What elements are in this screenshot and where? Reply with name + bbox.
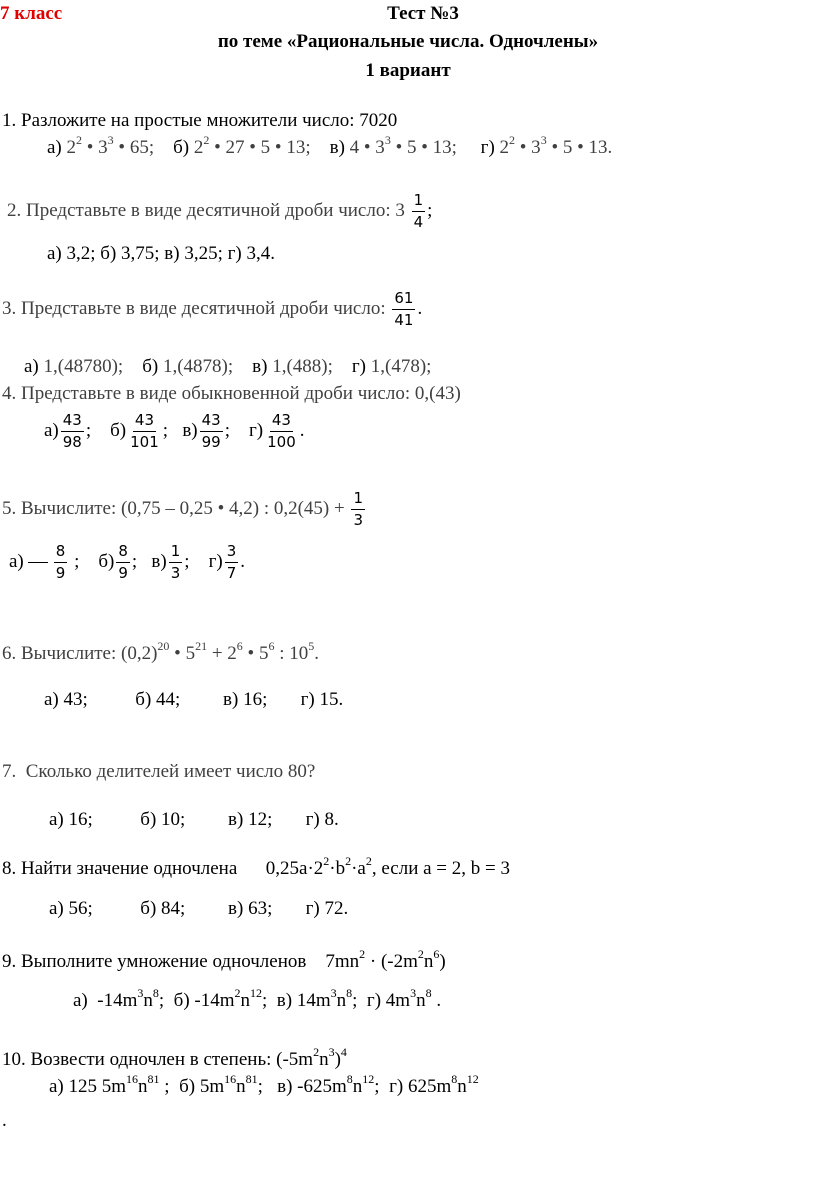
- q1-b-label: б): [173, 137, 194, 158]
- q1-g-label: г): [480, 137, 500, 158]
- minus-sign: [28, 562, 48, 563]
- q4-question: 4. Представьте в виде обыкновенной дроби число: 0,(43): [2, 383, 461, 404]
- q9-answers: а) $-14m^3n^8$; б) $-14m^2n^{12}$; в) $14m^3n^8$; г) $4m^3n^8$ .: [73, 985, 442, 1011]
- grade-label: 7 класс: [0, 3, 63, 24]
- footer-dot: .: [2, 1110, 7, 1131]
- q5-answers: а) $\frac{8}{9}$ ; б) $\frac{8}{9}$ ; в) $\frac{1}{3}$ ; г) $\frac{3}{7}$ .: [9, 542, 245, 583]
- q7-answers: а) 16; б) 10; в) 12; г) 8.: [49, 809, 339, 830]
- q2-answers: а) 3,2; б) 3,75; в) 3,25; г) 3,4.: [47, 243, 276, 264]
- q6-question: 6. Вычислите: $(0,2)^{20}$ • $5^{21} + 2^6$ • $5^6$ : $10^5$.: [2, 638, 319, 664]
- q4-answers: а) $\frac{43}{98}$ ; б) $\frac{43}{101}$ ; в) $\frac{43}{99}$ ; г) $\frac{43}{100}$ .: [44, 411, 305, 452]
- q8-answers: а) 56; б) 84; в) 63; г) 72.: [49, 898, 349, 919]
- q2-question: 2. Представьте в виде десятичной дроби число: 3 $\frac{1}{4}$ ;: [7, 191, 433, 232]
- q5-fraction: $\frac{1}{3}$: [353, 489, 364, 530]
- q1-v-label: в): [329, 137, 350, 158]
- test-variant: 1 вариант: [365, 60, 451, 81]
- test-title: Тест №3: [387, 3, 459, 24]
- q1-a-label: а): [47, 137, 67, 158]
- q10-question: 10. Возвести одночлен в степень: $(-5m^2n^3)^4$: [2, 1044, 347, 1070]
- q10-answers: а) 125 $5m^{16}n^{81}$ ; б) $5m^{16}n^{81}$; в) $-625m^8n^{12}$; г) $625m^8n^{12}$: [49, 1071, 479, 1097]
- q7-question: 7. Сколько делителей имеет число 80?: [2, 761, 316, 782]
- q8-question: 8. Найти значение одночлена $0,25a\cdot 2^2\cdot b^2\cdot a^2$, если a = 2, b = 3: [2, 853, 510, 879]
- q1-question: 1. Разложите на простые множители число: 7020: [2, 110, 398, 131]
- test-topic: по теме «Рациональные числа. Одночлены»: [217, 31, 599, 52]
- q6-answers: а) 43; б) 44; в) 16; г) 15.: [44, 689, 344, 710]
- q1-answers: а) $2^2$ • $3^3$ • 65; б) $2^2$ • 27 • 5 • 13; в) 4 • $3^3$ • 5 • 13; г) $2^2$ • $3^3$ • 5 • 13.: [47, 132, 613, 158]
- q3-question: 3. Представьте в виде десятичной дроби число: $\frac{61}{41}$ .: [2, 289, 423, 330]
- q9-question: 9. Выполните умножение одночленов $7mn^2 \cdot (-2m^2n^6)$: [2, 946, 446, 972]
- q3-answers: а) 1,(48780); б) 1,(4878); в) 1,(488); г) 1,(478);: [24, 356, 432, 377]
- q2-fraction: $\frac{1}{4}$: [413, 191, 424, 232]
- q3-fraction: $\frac{61}{41}$: [394, 289, 414, 330]
- q5-question: 5. Вычислите: (0,75 – 0,25 • 4,2) : 0,2(45) + $\frac{1}{3}$: [2, 489, 364, 530]
